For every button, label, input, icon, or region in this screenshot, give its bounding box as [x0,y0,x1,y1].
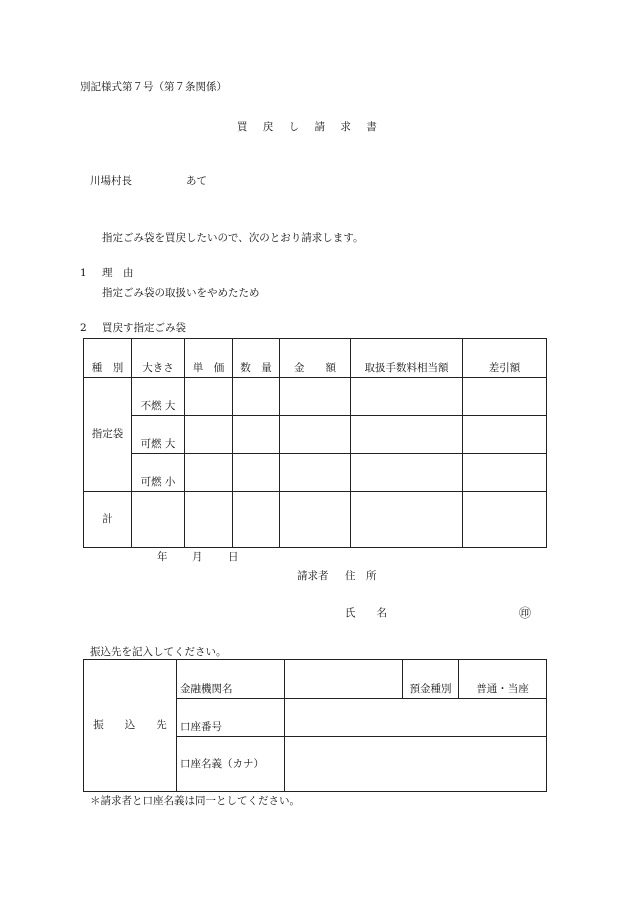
total-quantity-cell[interactable] [233,492,280,548]
addressee-name: 川場村長 [90,175,132,187]
section1-heading: 理 由 [102,267,134,279]
header-net-amount: 差引額 [463,339,547,378]
section1-reason: 指定ごみ袋の取扱いをやめたため [102,287,260,299]
claimant-label: 請求者 [297,570,329,582]
amount-cell[interactable] [280,378,351,416]
footnote: ＊請求者と口座名義は同一としてください。 [90,795,300,807]
bank-row [84,660,547,699]
total-net-amount-cell[interactable] [463,492,547,548]
handling-fee-cell[interactable] [351,454,463,492]
handling-fee-cell[interactable] [351,378,463,416]
unit-price-cell[interactable] [185,378,233,416]
unit-price-cell[interactable] [185,454,233,492]
account-name-label: 口座名義（カナ） [177,737,285,792]
transfer-section-label: 振 込 先 [84,660,177,792]
transfer-instruction: 振込先を記入してください。 [90,646,227,658]
deposit-type-label: 預金種別 [403,660,459,699]
total-label: 計 [84,492,132,548]
document-title: 買 戻 し 請 求 書 [237,121,383,133]
quantity-cell[interactable] [233,416,280,454]
size-cell: 可燃 小 [132,454,185,492]
net-amount-cell[interactable] [463,416,547,454]
total-amount-cell[interactable] [280,492,351,548]
section2-number: 2 [80,322,87,334]
account-name-field[interactable] [285,737,547,792]
transfer-table [83,659,547,792]
amount-cell[interactable] [280,454,351,492]
bag-table-header-row [84,339,547,378]
header-size: 大きさ [132,339,185,378]
date-day-label: 日 [228,551,239,563]
account-number-field[interactable] [285,699,547,737]
header-quantity: 数 量 [233,339,280,378]
header-unit-price: 単 価 [185,339,233,378]
bank-name-field[interactable] [285,660,403,699]
table-row [84,454,547,492]
size-cell: 不燃 大 [132,378,185,416]
deposit-type-value[interactable]: 普通・当座 [459,660,547,699]
claimant-name-label: 氏 名 [345,607,387,619]
section1-number: 1 [80,267,87,279]
quantity-cell[interactable] [233,378,280,416]
total-handling-fee-cell[interactable] [351,492,463,548]
net-amount-cell[interactable] [463,454,547,492]
table-row [84,416,547,454]
form-number-label: 別記様式第７号（第７条関係） [80,81,227,93]
intro-text: 指定ごみ袋を買戻したいので、次のとおり請求します。 [102,232,364,244]
header-amount: 金 額 [280,339,351,378]
table-row [84,378,547,416]
seal-mark: ㊞ [519,606,532,620]
bag-table [83,338,547,548]
total-row [84,492,547,548]
header-type: 種 別 [84,339,132,378]
amount-cell[interactable] [280,416,351,454]
total-size-cell [132,492,185,548]
category-cell: 指定袋 [84,378,132,492]
total-unit-price-cell[interactable] [185,492,233,548]
bank-name-label: 金融機関名 [177,660,285,699]
unit-price-cell[interactable] [185,416,233,454]
quantity-cell[interactable] [233,454,280,492]
header-handling-fee: 取扱手数料相当額 [351,339,463,378]
section2-heading: 買戻す指定ごみ袋 [102,322,186,334]
size-cell: 可燃 大 [132,416,185,454]
claimant-address-label: 住 所 [345,570,377,582]
date-year-label: 年 [157,551,168,563]
date-month-label: 月 [192,551,203,563]
account-number-label: 口座番号 [177,699,285,737]
handling-fee-cell[interactable] [351,416,463,454]
addressee-suffix: あて [186,175,207,187]
net-amount-cell[interactable] [463,378,547,416]
